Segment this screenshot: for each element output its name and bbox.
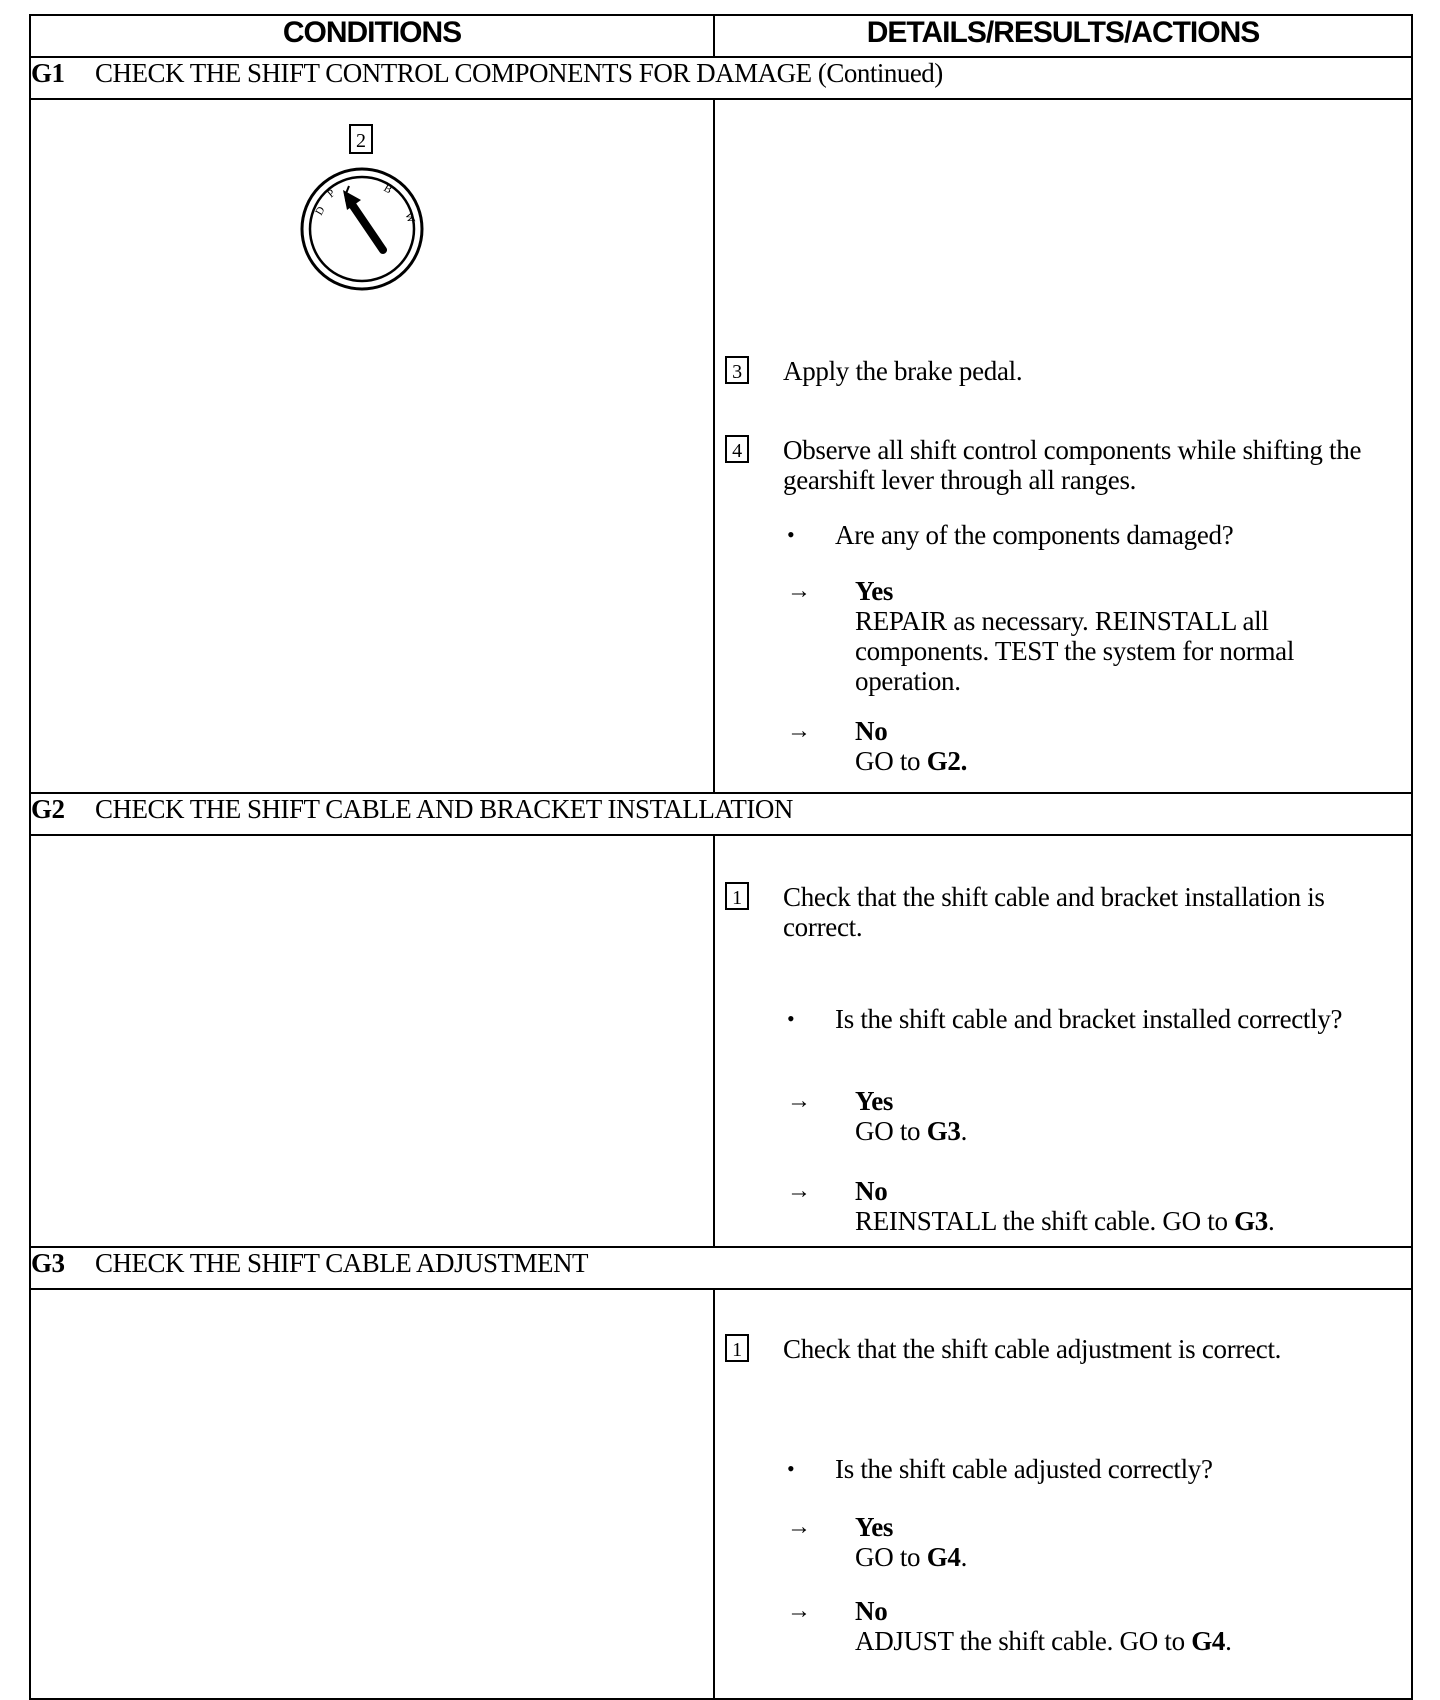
answer-label: Yes — [855, 576, 894, 606]
step-1 — [725, 882, 1399, 942]
svg-text:W: W — [402, 210, 418, 225]
answer-no — [787, 716, 1399, 776]
svg-text:P: P — [325, 187, 338, 201]
section-g3-body — [30, 1289, 1412, 1699]
answer-action: ADJUST the shift cable. GO to G4. — [855, 1626, 1232, 1656]
goto-target: G2. — [926, 746, 968, 776]
section-g3-heading — [30, 1247, 1412, 1289]
answer-label: No — [855, 716, 888, 746]
answer-label: Yes — [855, 1086, 894, 1116]
g2-conditions-cell — [30, 835, 714, 1247]
step-4 — [725, 435, 1399, 495]
step-number-box: 3 — [725, 356, 749, 384]
step-text: Observe all shift control components while shifting the gearshift lever through all ranges. — [783, 435, 1362, 495]
arrow-right-icon: → — [787, 1598, 811, 1624]
step-3 — [725, 356, 1399, 386]
section-code: G2 — [31, 794, 65, 824]
g1-conditions-cell — [30, 99, 714, 793]
diagnostic-table — [29, 14, 1413, 1700]
goto-target: G4 — [1191, 1626, 1226, 1656]
bullet-icon: • — [787, 522, 795, 547]
table-header-row — [30, 15, 1412, 57]
answer-action: GO to G2. — [855, 746, 968, 776]
answer-action: REPAIR as necessary. REINSTALL all components. TEST the system for normal operation. — [855, 606, 1295, 696]
arrow-right-icon: → — [787, 1088, 811, 1114]
svg-text:D: D — [313, 204, 328, 218]
section-g2-body — [30, 835, 1412, 1247]
details-header: DETAILS/RESULTS/ACTIONS — [714, 15, 1412, 57]
answer-action: REINSTALL the shift cable. GO to G3. — [855, 1206, 1275, 1236]
step-text: Apply the brake pedal. — [783, 356, 1023, 386]
answer-no — [787, 1176, 1399, 1236]
g3-conditions-cell — [30, 1289, 714, 1699]
answer-action: GO to G3. — [855, 1116, 968, 1146]
section-code: G3 — [31, 1248, 65, 1278]
question: • Is the shift cable and bracket installed correctly? — [787, 1004, 1343, 1034]
section-title: CHECK THE SHIFT CABLE ADJUSTMENT — [95, 1248, 589, 1278]
g3-details-cell — [714, 1289, 1412, 1699]
g1-details-cell — [714, 99, 1412, 793]
answer-label: No — [855, 1596, 888, 1626]
bullet-icon: • — [787, 1456, 795, 1481]
answer-action: GO to G4. — [855, 1542, 968, 1572]
conditions-header: CONDITIONS — [30, 15, 714, 57]
section-title: CHECK THE SHIFT CABLE AND BRACKET INSTALLATION — [95, 794, 793, 824]
answer-no — [787, 1596, 1399, 1656]
step-number-box: 1 — [725, 1334, 749, 1362]
answer-yes — [787, 1512, 1399, 1572]
bullet-icon: • — [787, 1006, 795, 1031]
arrow-right-icon: → — [787, 718, 811, 744]
goto-target: G4 — [926, 1542, 961, 1572]
section-g2-heading — [30, 793, 1412, 835]
svg-text:B: B — [381, 182, 394, 197]
answer-label: No — [855, 1176, 888, 1206]
step-text: Check that the shift cable and bracket installation is correct. — [783, 882, 1325, 942]
step-text: Check that the shift cable adjustment is correct. — [783, 1334, 1282, 1364]
figure-step-number: 2 — [349, 124, 373, 154]
question: • Is the shift cable adjusted correctly? — [787, 1454, 1213, 1484]
section-title: CHECK THE SHIFT CONTROL COMPONENTS FOR DAMAGE (Continued) — [95, 58, 943, 88]
question: • Are any of the components damaged? — [787, 520, 1234, 550]
diagnostic-table-page — [29, 14, 1413, 1686]
arrow-right-icon: → — [787, 1514, 811, 1540]
answer-label: Yes — [855, 1512, 894, 1542]
step-1 — [725, 1334, 1399, 1364]
answer-yes — [787, 576, 1399, 696]
arrow-right-icon: → — [787, 1178, 811, 1204]
step-number-box: 4 — [725, 435, 749, 463]
step-number-box: 1 — [725, 882, 749, 910]
g2-details-cell — [714, 835, 1412, 1247]
section-code: G1 — [31, 58, 65, 88]
goto-target: G3 — [926, 1116, 961, 1146]
section-g1-heading — [30, 57, 1412, 99]
goto-target: G3 — [1234, 1206, 1269, 1236]
arrow-right-icon: → — [787, 578, 811, 604]
answer-yes — [787, 1086, 1399, 1146]
gauge-dial-icon — [299, 166, 425, 292]
section-g1-body — [30, 99, 1412, 793]
